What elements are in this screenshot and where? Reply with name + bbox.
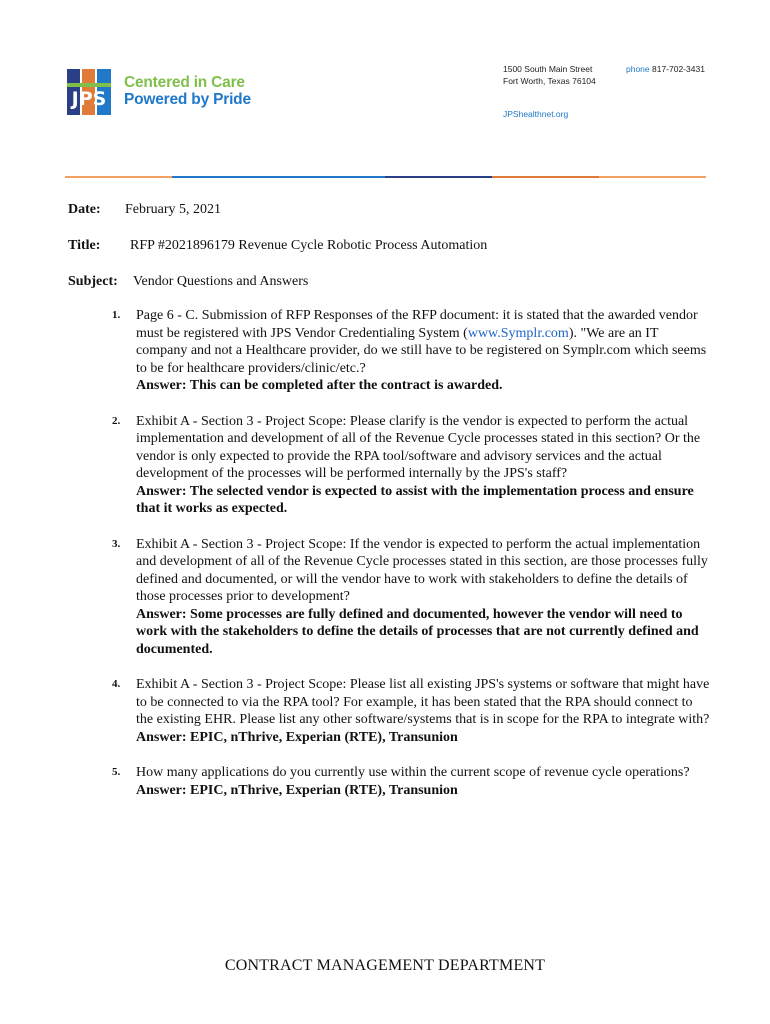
qa-number: 5. — [112, 766, 121, 778]
rule-segment — [65, 176, 172, 178]
qa-item — [112, 413, 712, 518]
phone-block — [626, 63, 705, 75]
qa-number: 2. — [112, 414, 121, 427]
qa-number: 4. — [112, 678, 121, 690]
title-field — [68, 237, 708, 255]
qa-item — [112, 307, 712, 395]
qa-number: 3. — [112, 537, 121, 550]
tagline — [124, 74, 251, 108]
phone-label: phone — [626, 64, 650, 74]
phone-number: 817-702-3431 — [652, 64, 705, 74]
answer-text: Answer: Some processes are fully defined and documented, however the vendor will need to work with the stakeholders to define the details of processes that are not currently defined and documented. — [136, 606, 699, 657]
title-value: RFP #2021896179 Revenue Cycle Robotic Process Automation — [130, 238, 488, 253]
qa-item — [112, 764, 712, 799]
rule-segment — [172, 176, 279, 178]
date-label: Date: — [68, 202, 101, 217]
answer-text: Answer: EPIC, nThrive, Experian (RTE), Transunion — [136, 782, 458, 798]
rule-segment — [492, 176, 599, 178]
question-text: Exhibit A - Section 3 - Project Scope: Please list all existing JPS's systems or software that might have to be connected to via the RPA tool? For example, it has been stated that the RPA should connect to the existing EHR. Please list any other software/systems that is in scope for the RPA to integrate with? — [136, 677, 710, 727]
qa-list — [112, 307, 712, 817]
title-label: Title: — [68, 238, 101, 253]
svg-text:JPS: JPS — [71, 88, 107, 110]
question-text-cont: ). "We are an IT company and not a Healthcare provider, do we still have to be registered on Symplr.com which seems to be for healthcare providers/clinic/etc.? — [136, 325, 707, 376]
question-text: Exhibit A - Section 3 - Project Scope: If the vendor is expected to perform the actual implementation and development of all of the Revenue Cycle processes stated in this section, are those processes fully defined and documented, or will the vendor have to work with stakeholders to define the details of those processes prior to development? — [136, 536, 708, 604]
symplr-link[interactable]: www.Symplr.com — [467, 325, 569, 341]
date-field — [68, 201, 668, 219]
tagline-line1: Centered in Care — [124, 74, 245, 91]
subject-field — [68, 273, 708, 291]
website-link[interactable]: JPShealthnet.org — [503, 109, 569, 119]
answer-text: Answer: The selected vendor is expected to assist with the implementation process and ensure that it works as expected. — [136, 483, 694, 516]
address-block — [503, 63, 596, 87]
qa-item — [112, 676, 712, 746]
address-line1: 1500 South Main Street — [503, 64, 593, 74]
tagline-line2: Powered by Pride — [124, 91, 251, 108]
subject-label: Subject: — [68, 274, 118, 289]
jps-logo — [65, 67, 113, 117]
answer-text: Answer: EPIC, nThrive, Experian (RTE), Transunion — [136, 729, 458, 745]
question-text: How many applications do you currently use within the current scope of revenue cycle operations? — [136, 765, 690, 780]
rule-segment — [599, 176, 706, 178]
footer-department: CONTRACT MANAGEMENT DEPARTMENT — [224, 957, 546, 974]
answer-text: Answer: This can be completed after the contract is awarded. — [136, 378, 503, 393]
qa-item — [112, 536, 712, 659]
address-line2: Fort Worth, Texas 76104 — [503, 76, 596, 86]
header-divider — [65, 176, 706, 178]
rule-segment — [385, 176, 492, 178]
subject-value: Vendor Questions and Answers — [133, 274, 309, 289]
rule-segment — [279, 176, 386, 178]
date-value: February 5, 2021 — [125, 202, 222, 217]
question-text: Page 6 - C. Submission of RFP Responses of the RFP document: it is stated that the awarded vendor must be registered with JPS Vendor Credentialing System ( — [136, 308, 698, 341]
question-text: Exhibit A - Section 3 - Project Scope: Please clarify is the vendor is expected to perform the actual implementation and development of all of the Revenue Cycle processes stated in this section? Or the vendor is only expected to provide the RPA tool/software and advisory services and the actual development of the processes will be performed internally by the JPS's staff? — [136, 413, 701, 481]
qa-number: 1. — [112, 309, 121, 321]
